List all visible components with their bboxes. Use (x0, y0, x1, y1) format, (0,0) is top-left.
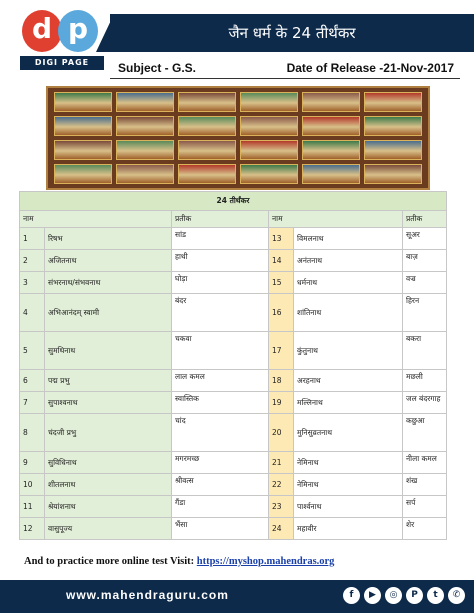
tirthankara-name-left: चंदजी प्रभु (45, 414, 172, 452)
symbol-right: जल बंदरगाह (403, 392, 447, 414)
whatsapp-icon[interactable]: ✆ (448, 587, 465, 604)
symbol-left: श्रीवत्स (172, 474, 269, 496)
logo-d-letter: d (31, 12, 53, 45)
symbol-left: मगरमच्छ (172, 452, 269, 474)
painting-tile (240, 140, 298, 160)
row-number-left: 5 (20, 332, 45, 370)
tirthankara-name-left: सुमथिनाथ (45, 332, 172, 370)
row-number-left: 6 (20, 370, 45, 392)
symbol-left: स्वास्तिक (172, 392, 269, 414)
tirthankara-painting (46, 86, 430, 190)
symbol-left: गैंडा (172, 496, 269, 518)
row-number-right: 13 (269, 228, 294, 250)
tirthankara-name-left: वासुपूज्य (45, 518, 172, 540)
painting-tile (240, 92, 298, 112)
table-row (20, 392, 447, 414)
facebook-icon[interactable]: f (343, 587, 360, 604)
symbol-left: सांड (172, 228, 269, 250)
tirthankara-name-left: सुपाश्वनाथ (45, 392, 172, 414)
practice-link[interactable]: https://myshop.mahendras.org (196, 556, 335, 567)
tirthankara-name-right: विमलनाथ (294, 228, 403, 250)
tirthankara-name-right: नेमिनाथ (294, 452, 403, 474)
painting-tile (116, 116, 174, 136)
painting-tile (302, 92, 360, 112)
painting-tile (240, 164, 298, 184)
tirthankara-table (19, 191, 447, 540)
tirthankara-name-right: नेमिनाथ (294, 474, 403, 496)
row-number-right: 20 (269, 414, 294, 452)
row-number-left: 9 (20, 452, 45, 474)
tirthankara-name-right: पार्श्वनाथ (294, 496, 403, 518)
table-row (20, 332, 447, 370)
row-number-right: 16 (269, 294, 294, 332)
table-row (20, 496, 447, 518)
table-row (20, 228, 447, 250)
footer-band (0, 580, 474, 613)
tirthankara-name-left: शीतलनाथ (45, 474, 172, 496)
table-row (20, 518, 447, 540)
practice-line (24, 556, 334, 567)
row-number-right: 24 (269, 518, 294, 540)
symbol-left: लाल कमल (172, 370, 269, 392)
symbol-right: वज्र (403, 272, 447, 294)
painting-tile (302, 116, 360, 136)
pinterest-icon[interactable]: P (406, 587, 423, 604)
page-title: जैन धर्म के 24 तीर्थंकर (228, 24, 356, 42)
row-number-left: 1 (20, 228, 45, 250)
symbol-right: शेर (403, 518, 447, 540)
tirthankara-name-right: शांतिनाथ (294, 294, 403, 332)
footer-website[interactable]: www.mahendraguru.com (66, 588, 229, 602)
table-row (20, 452, 447, 474)
painting-tile (54, 164, 112, 184)
symbol-right: बाज़ (403, 250, 447, 272)
col-name-left: नाम (20, 211, 172, 228)
painting-tile (54, 140, 112, 160)
symbol-left: हाथी (172, 250, 269, 272)
tirthankara-name-left: रिषभ (45, 228, 172, 250)
symbol-right: सूअर (403, 228, 447, 250)
symbol-right: कछुआ (403, 414, 447, 452)
painting-tile (178, 164, 236, 184)
meta-row (110, 58, 460, 78)
symbol-left: बंदर (172, 294, 269, 332)
table-row (20, 414, 447, 452)
table-title: 24 तीर्थंकर (20, 192, 447, 211)
tirthankara-name-left: पद्म प्रभु (45, 370, 172, 392)
painting-tile (116, 92, 174, 112)
symbol-right: हिरन (403, 294, 447, 332)
symbol-left: चकवा (172, 332, 269, 370)
col-name-right: नाम (269, 211, 403, 228)
tirthankara-name-right: अरहनाथ (294, 370, 403, 392)
table-row (20, 294, 447, 332)
digi-page-logo (14, 8, 106, 72)
row-number-right: 15 (269, 272, 294, 294)
painting-tile (364, 164, 422, 184)
row-number-left: 7 (20, 392, 45, 414)
practice-text: And to practice more online test Visit: (24, 556, 197, 567)
row-number-right: 17 (269, 332, 294, 370)
symbol-left: चांद (172, 414, 269, 452)
row-number-right: 14 (269, 250, 294, 272)
painting-tile (240, 116, 298, 136)
row-number-left: 12 (20, 518, 45, 540)
youtube-icon[interactable]: ▶ (364, 587, 381, 604)
tirthankara-name-right: महावीर (294, 518, 403, 540)
instagram-icon[interactable]: ◎ (385, 587, 402, 604)
painting-tile (54, 92, 112, 112)
tirthankara-name-right: कुंतुनाथ (294, 332, 403, 370)
logo-tagline: DIGI PAGE (20, 56, 104, 70)
row-number-left: 11 (20, 496, 45, 518)
symbol-right: बकरा (403, 332, 447, 370)
tirthankara-name-left: अभिआनंदम् स्वामी (45, 294, 172, 332)
symbol-right: नीला कमल (403, 452, 447, 474)
row-number-right: 23 (269, 496, 294, 518)
table-row (20, 250, 447, 272)
logo-p-letter: p (67, 12, 89, 45)
tirthankara-name-right: मुनिसुव्रतनाथ (294, 414, 403, 452)
logo-d-circle (22, 10, 62, 52)
tirthankara-name-right: अनंतनाथ (294, 250, 403, 272)
subject-label: Subject - G.S. (118, 61, 197, 75)
logo-p-circle (58, 10, 98, 52)
header-divider (110, 78, 460, 79)
table-row (20, 272, 447, 294)
symbol-left: घोड़ा (172, 272, 269, 294)
symbol-right: सर्प (403, 496, 447, 518)
tirthankara-name-left: सुविधिनाथ (45, 452, 172, 474)
row-number-left: 8 (20, 414, 45, 452)
painting-tile (178, 140, 236, 160)
painting-tile (302, 164, 360, 184)
symbol-left: भैंसा (172, 518, 269, 540)
painting-tile (116, 140, 174, 160)
row-number-left: 3 (20, 272, 45, 294)
symbol-right: शंख (403, 474, 447, 496)
row-number-left: 10 (20, 474, 45, 496)
col-symbol-right: प्रतीक (403, 211, 447, 228)
painting-tile (54, 116, 112, 136)
twitter-icon[interactable]: t (427, 587, 444, 604)
tirthankara-name-left: अजितनाथ (45, 250, 172, 272)
tirthankara-name-right: मल्लिनाथ (294, 392, 403, 414)
tirthankara-name-left: श्रेयांशनाथ (45, 496, 172, 518)
painting-tile (364, 140, 422, 160)
row-number-left: 2 (20, 250, 45, 272)
painting-tile (364, 116, 422, 136)
row-number-right: 18 (269, 370, 294, 392)
release-date: Date of Release -21-Nov-2017 (286, 61, 454, 75)
row-number-right: 19 (269, 392, 294, 414)
table-row (20, 370, 447, 392)
row-number-left: 4 (20, 294, 45, 332)
table-header-row (20, 211, 447, 228)
row-number-right: 22 (269, 474, 294, 496)
painting-tile (364, 92, 422, 112)
painting-tile (116, 164, 174, 184)
row-number-right: 21 (269, 452, 294, 474)
col-symbol-left: प्रतीक (172, 211, 269, 228)
painting-tile (178, 92, 236, 112)
tirthankara-name-right: धर्मनाथ (294, 272, 403, 294)
symbol-right: मछली (403, 370, 447, 392)
table-row (20, 474, 447, 496)
painting-tile (178, 116, 236, 136)
painting-tile (302, 140, 360, 160)
tirthankara-name-left: संभरनाथ/संभवनाथ (45, 272, 172, 294)
